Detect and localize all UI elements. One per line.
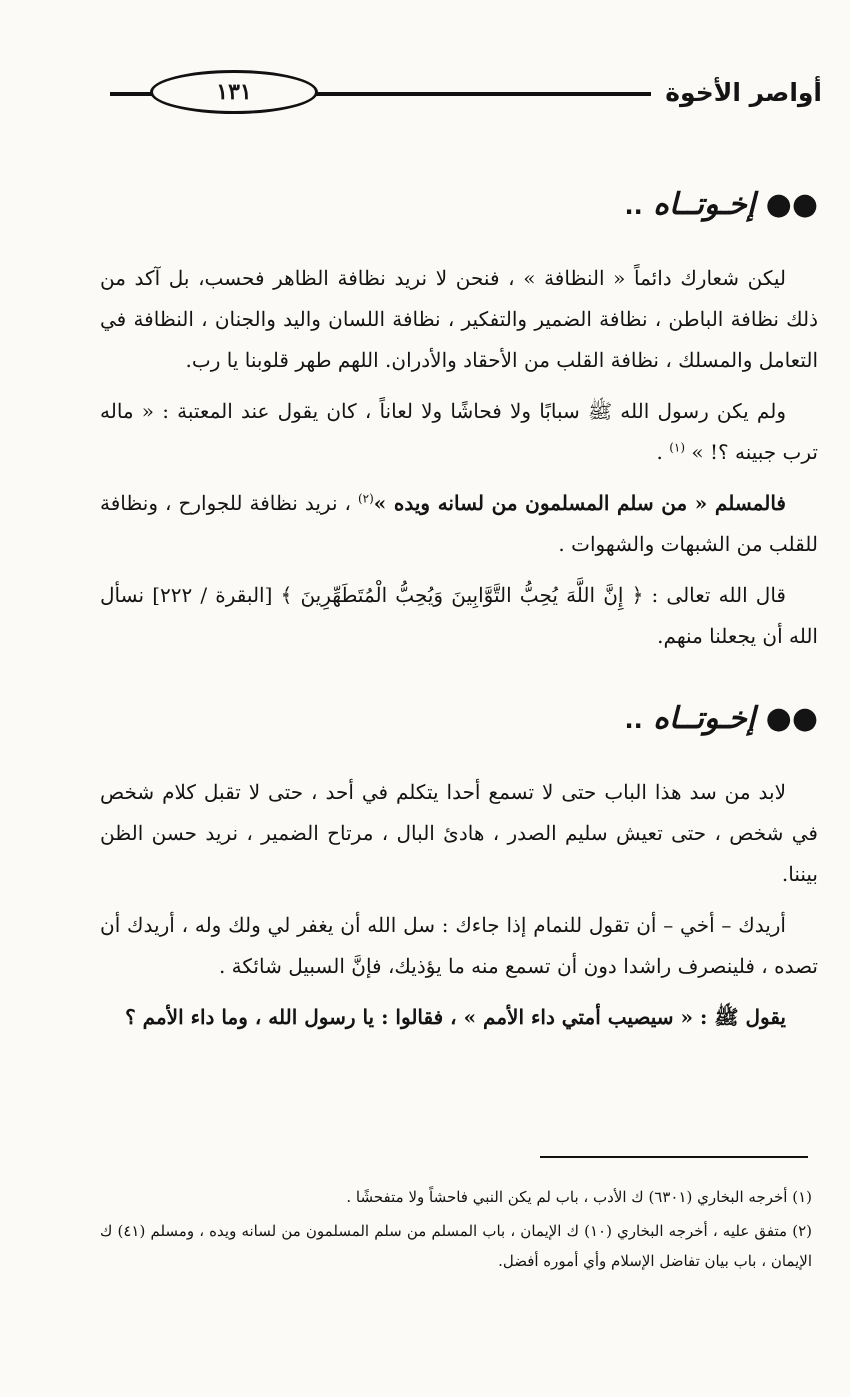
paragraph: فالمسلم « من سلم المسلمون من لسانه ويده »$^{(٢)}$ ، نريد نظافة للجوارح ، ونظافة للقلب من الشبهات والشهوات .: [100, 491, 818, 556]
bullet-icon: ●●: [765, 701, 818, 736]
footnote-2: (٢) متفق عليه ، أخرجه البخاري (١٠) ك الإيمان ، باب المسلم من سلم المسلمون من لسانه ويده ، ومسلم (٤١) ك الإيمان ، باب بيان تفاضل الإسلام وأي أموره أفضل.: [100, 1222, 812, 1270]
paragraph: لابد من سد هذا الباب حتى لا تسمع أحدا يتكلم في أحد ، حتى لا تقبل كلام شخص في شخص ، حتى تعيش سليم الصدر ، هادئ البال ، مرتاح الضمير ، نريد حسن الظن بيننا.: [100, 780, 818, 886]
section-heading: [100, 175, 818, 236]
quran-verse-paragraph: قال الله تعالى : ﴿ إِنَّ اللَّهَ يُحِبُّ التَّوَّابِينَ وَيُحِبُّ الْمُتَطَهِّرِينَ ﴾ [البقرة / ٢٢٢] نسأل الله أن يجعلنا منهم.: [100, 583, 818, 648]
footnote-mark: (٢): [357, 491, 374, 506]
page-number: ١٣١: [150, 70, 318, 114]
footnote-1: (١) أخرجه البخاري (٦٣٠١) ك الأدب ، باب لم يكن النبي فاحشاً ولا متفحشًا .: [346, 1188, 812, 1206]
page-header: [110, 68, 822, 118]
heading-dots: ..: [624, 192, 643, 220]
heading-text: إخـوتــاه: [653, 701, 756, 736]
section-heading: [100, 689, 818, 750]
main-content: [100, 175, 818, 1048]
footnote-mark: (١): [669, 440, 686, 455]
heading-text: إخـوتــاه: [653, 187, 756, 222]
paragraph: أريدك – أخي – أن تقول للنمام إذا جاءك : سل الله أن يغفر لي ولك وله ، أريدك أن تصده ، فلينصرف راشدا دون أن تسمع منه ما يؤذيك، فإنَّ السبيل شائكة .: [100, 913, 818, 978]
book-title: أواصر الأخوة: [651, 74, 822, 112]
paragraph: يقول ﷺ : « سيصيب أمتي داء الأمم » ، فقالوا : يا رسول الله ، وما داء الأمم ؟: [125, 1005, 786, 1029]
footnotes: [100, 1182, 812, 1280]
heading-dots: ..: [624, 706, 643, 734]
paragraph: ليكن شعارك دائماً « النظافة » ، فنحن لا نريد نظافة الظاهر فحسب، بل آكد من ذلك نظافة الباطن ، نظافة الضمير والتفكير ، نظافة اللسان واليد والجنان ، النظافة في التعامل والمسلك ، نظافة القلب من الأحقاد والأدران. اللهم طهر قلوبنا يا رب.: [100, 266, 818, 372]
paragraph: ولم يكن رسول الله ﷺ سبابًا ولا فحاشًا ولا لعاناً ، كان يقول عند المعتبة : « ماله ترب جبينه ؟! » $^{(١)}$ .: [100, 399, 818, 464]
footnote-separator: [540, 1156, 808, 1158]
bullet-icon: ●●: [765, 187, 818, 222]
